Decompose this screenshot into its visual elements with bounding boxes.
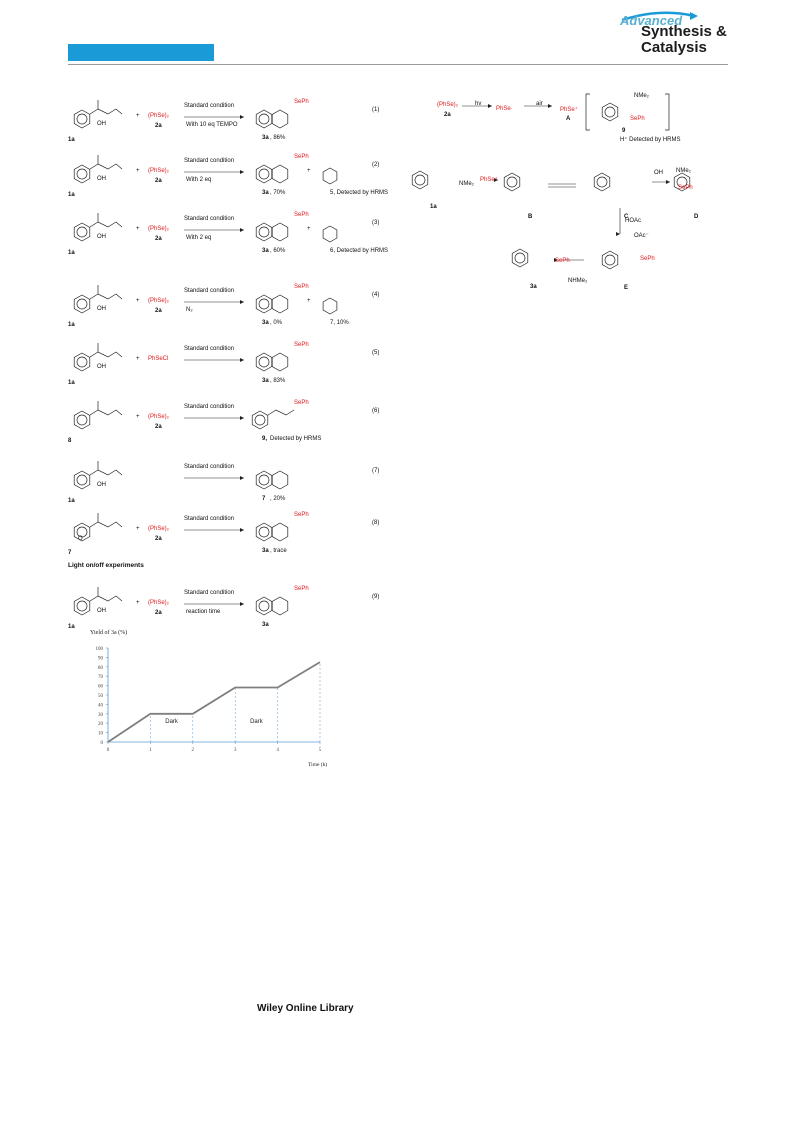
D-seph: SePh xyxy=(678,185,693,191)
hoac-label: HOAc xyxy=(625,218,642,224)
sm-ring xyxy=(412,171,428,189)
enaminone-chain xyxy=(90,109,122,114)
product-substituent: SePh xyxy=(294,284,309,290)
equation-number: (7) xyxy=(372,468,380,474)
aromatic-circle xyxy=(77,169,87,179)
starting-material-label: 1a xyxy=(68,250,75,256)
intermediate-D: D xyxy=(694,214,699,220)
plus-sign: + xyxy=(136,600,140,606)
y-tick-label: 90 xyxy=(98,656,103,662)
pyranone-ring xyxy=(272,223,288,241)
dark-annotation: Dark xyxy=(165,719,178,726)
condition-top: Standard condition xyxy=(184,464,235,470)
radical-label: PhSe· xyxy=(496,106,513,112)
starting-material-ring xyxy=(74,597,90,615)
side-product-label: 5, Detected by HRMS xyxy=(330,190,389,196)
product-yield: , 0% xyxy=(270,320,283,326)
starting-material-label: 1a xyxy=(68,380,75,386)
product-substituent: SePh xyxy=(294,154,309,160)
box-label: 9 xyxy=(622,128,626,134)
starting-material-ring xyxy=(74,165,90,183)
x-tick-label: 2 xyxy=(191,748,195,753)
reagent-label: (PhSe)₂ xyxy=(148,168,170,174)
pyranone-ring xyxy=(272,523,288,541)
D-oh: OH xyxy=(654,170,663,176)
E-seph: SePh xyxy=(640,256,655,262)
reagent-compound-number: 2a xyxy=(155,610,162,616)
pyranone-ring xyxy=(272,471,288,489)
arrow-head xyxy=(240,602,244,606)
y-tick-label: 80 xyxy=(98,665,103,671)
starting-material-ring xyxy=(74,295,90,313)
product-label: 3a xyxy=(262,135,269,141)
arrow-head xyxy=(548,104,552,108)
aromatic-circle xyxy=(259,527,269,537)
aromatic-circle xyxy=(515,253,525,263)
plus-sign: + xyxy=(136,113,140,119)
dark-annotation: Dark xyxy=(250,719,263,726)
x-axis-label: Time (h) xyxy=(308,762,328,768)
pyranone-ring xyxy=(272,295,288,313)
product-3a-ring xyxy=(512,249,528,267)
equation-number: (5) xyxy=(372,350,380,356)
aromatic-circle xyxy=(77,601,87,611)
product-substituent: SePh xyxy=(294,400,309,406)
product-yield: , trace xyxy=(270,548,287,554)
arrow-head xyxy=(616,232,620,236)
reagent-label: (PhSe)₂ xyxy=(148,298,170,304)
reagent-compound-number: 2a xyxy=(155,178,162,184)
enaminone-chain xyxy=(90,596,122,601)
reagent-compound-number: 2a xyxy=(155,424,162,430)
hydroxyl-label: OH xyxy=(97,176,106,182)
journal-logo-catalysis: Catalysis xyxy=(641,39,707,56)
product-yield: , 20% xyxy=(270,496,286,502)
condition-top: Standard condition xyxy=(184,590,235,596)
pyranone-ring xyxy=(272,597,288,615)
condition-top: Standard condition xyxy=(184,516,235,522)
starting-material-ring xyxy=(74,411,90,429)
y-tick-label: 30 xyxy=(98,712,103,718)
side-product-ring xyxy=(323,168,337,184)
equation-number: (9) xyxy=(372,594,380,600)
plus-sign: + xyxy=(136,226,140,232)
product-yield: , 83% xyxy=(270,378,286,384)
x-tick-label: 0 xyxy=(106,748,110,753)
condition-bottom: reaction time xyxy=(186,609,221,615)
y-tick-label: 0 xyxy=(100,741,103,746)
plus-sign: + xyxy=(136,298,140,304)
product-substituent: SePh xyxy=(294,212,309,218)
condition-top: Standard condition xyxy=(184,103,235,109)
aromatic-circle xyxy=(259,227,269,237)
mech-nme2: NMe₂ xyxy=(634,93,649,99)
box-bracket-left xyxy=(586,94,590,130)
hydroxyl-label: OH xyxy=(97,608,106,614)
starting-material-label: 1a xyxy=(68,192,75,198)
plus-sign: + xyxy=(136,356,140,362)
enaminone-chain xyxy=(90,164,122,169)
product-substituent: SePh xyxy=(294,342,309,348)
condition-bottom: With 2 eq xyxy=(186,177,212,183)
mech-sm-label: 1a xyxy=(430,204,437,210)
starting-material-label: 8 xyxy=(68,438,72,444)
x-tick-label: 5 xyxy=(318,748,322,753)
nhme2-label: NHMe₂ xyxy=(568,278,588,284)
condition-bottom: With 10 eq TEMPO xyxy=(186,122,238,128)
y-tick-label: 70 xyxy=(98,675,103,681)
aromatic-circle xyxy=(605,255,615,265)
journal-logo-advanced: Advanced xyxy=(620,13,683,28)
x-tick-label: 1 xyxy=(149,748,152,753)
mech-cation-2: PhSe⁺ xyxy=(480,177,498,183)
product-yield: , 70% xyxy=(270,190,286,196)
aromatic-circle xyxy=(77,415,87,425)
C-ring xyxy=(594,173,610,191)
pyranone-ring xyxy=(272,353,288,371)
cation-letter: A xyxy=(566,116,571,122)
condition-top: Standard condition xyxy=(184,288,235,294)
arrow-head xyxy=(240,416,244,420)
product-label: 9, xyxy=(262,436,268,442)
product-ring xyxy=(256,523,272,541)
aromatic-circle xyxy=(77,357,87,367)
plus-sign: + xyxy=(136,414,140,420)
starting-material-label: 1a xyxy=(68,137,75,143)
aromatic-circle xyxy=(259,114,269,124)
aromatic-circle xyxy=(259,475,269,485)
hydroxyl-label: OH xyxy=(97,482,106,488)
starting-material-label: 1a xyxy=(68,322,75,328)
product-label: 3a xyxy=(262,190,269,196)
plus-sign: + xyxy=(136,168,140,174)
product-label: 7 xyxy=(262,496,266,502)
light-section-title: Light on/off experiments xyxy=(68,562,144,569)
plus-sign-2: + xyxy=(307,226,311,232)
reagent-label: (PhSe)₂ xyxy=(148,226,170,232)
product-ring xyxy=(256,165,272,183)
arrow-head xyxy=(240,528,244,532)
pyranone-ring xyxy=(272,165,288,183)
product-yield: , 86% xyxy=(270,135,286,141)
detected-hrms-label: H⁺ Detected by HRMS xyxy=(620,137,681,143)
equation-number: (4) xyxy=(372,292,380,298)
oac-label: OAc⁻ xyxy=(634,233,649,239)
starting-material-label: 7 xyxy=(68,550,72,556)
aromatic-circle xyxy=(605,107,615,117)
air-label: air xyxy=(536,101,543,107)
plus-sign-2: + xyxy=(307,168,311,174)
condition-top: Standard condition xyxy=(184,346,235,352)
aromatic-circle xyxy=(259,169,269,179)
side-product-ring xyxy=(323,298,337,314)
enaminone-chain xyxy=(90,522,122,527)
plus-sign: + xyxy=(136,526,140,532)
y-tick-label: 10 xyxy=(98,731,103,737)
reagent-compound-number: 2a xyxy=(155,236,162,242)
product-label: 3a xyxy=(262,320,269,326)
enaminone-chain xyxy=(90,294,122,299)
aromatic-circle xyxy=(77,475,87,485)
product-substituent: SePh xyxy=(294,99,309,105)
enaminone-chain xyxy=(90,470,122,475)
aromatic-circle xyxy=(259,299,269,309)
starting-material-ring xyxy=(74,471,90,489)
product-ring xyxy=(256,223,272,241)
reagent-compound-number: 2a xyxy=(155,536,162,542)
reagent-label: (PhSe)₂ xyxy=(148,113,170,119)
arrow-head xyxy=(240,300,244,304)
mech-product-label: 3a xyxy=(530,284,537,290)
header-bar xyxy=(68,44,214,61)
starting-material-ring xyxy=(74,223,90,241)
condition-bottom: N₂ xyxy=(186,307,193,313)
journal-logo-synthesis: Synthesis & xyxy=(641,23,727,40)
equation-number: (1) xyxy=(372,107,380,113)
condition-bottom: With 2 eq xyxy=(186,235,212,241)
product-ring xyxy=(256,471,272,489)
aromatic-circle xyxy=(77,299,87,309)
product-label: 3a xyxy=(262,622,269,628)
x-tick-label: 3 xyxy=(233,748,237,753)
equation-number: (8) xyxy=(372,520,380,526)
hydroxyl-label: OH xyxy=(97,306,106,312)
arrow-head xyxy=(666,180,670,184)
mech-product-seph: SePh xyxy=(555,258,570,264)
enaminone-chain xyxy=(90,352,122,357)
equation-number: (3) xyxy=(372,220,380,226)
aromatic-circle xyxy=(77,227,87,237)
starting-material-ring xyxy=(74,110,90,128)
enaminone-chain xyxy=(90,222,122,227)
y-tick-label: 40 xyxy=(98,703,103,709)
equation-number: (6) xyxy=(372,408,380,414)
mech-reagent: (PhSe)₂ xyxy=(437,102,459,108)
arrow-head xyxy=(488,104,492,108)
product-substituent: SePh xyxy=(294,512,309,518)
intermediate-B: B xyxy=(528,214,533,220)
pyranone-ring xyxy=(272,110,288,128)
product-label: 3a xyxy=(262,378,269,384)
starting-material-label: 1a xyxy=(68,624,75,630)
condition-top: Standard condition xyxy=(184,216,235,222)
aromatic-circle xyxy=(507,177,517,187)
aromatic-circle xyxy=(255,415,265,425)
arrow-head xyxy=(240,228,244,232)
condition-top: Standard condition xyxy=(184,158,235,164)
side-product-label: 7, 10% xyxy=(330,320,349,326)
B-ring xyxy=(504,173,520,191)
intermediate-9-ring xyxy=(602,103,618,121)
condition-top: Standard condition xyxy=(184,404,235,410)
product-substituent: SePh xyxy=(294,586,309,592)
reagent-compound-number: 2a xyxy=(155,123,162,129)
product-ring xyxy=(256,597,272,615)
aromatic-circle xyxy=(259,357,269,367)
x-tick-label: 4 xyxy=(276,748,279,753)
reagent-label: (PhSe)₂ xyxy=(148,526,170,532)
header-rule xyxy=(68,64,728,65)
cation-label: PhSe⁺ xyxy=(560,107,578,113)
mech-reagent-label: 2a xyxy=(444,112,451,118)
mech-sm-nme2: NMe₂ xyxy=(459,181,474,187)
side-product-label: 6, Detected by HRMS xyxy=(330,248,389,254)
product-label: 3a xyxy=(262,548,269,554)
aromatic-circle xyxy=(77,114,87,124)
y-tick-label: 20 xyxy=(98,722,103,728)
reagent-label: (PhSe)₂ xyxy=(148,600,170,606)
yield-chart xyxy=(80,628,340,778)
yield-line xyxy=(108,662,320,742)
arrow-head xyxy=(240,115,244,119)
footer-wiley: Wiley Online Library xyxy=(257,1003,354,1014)
enaminone-chain xyxy=(90,410,122,415)
side-product-ring xyxy=(323,226,337,242)
aromatic-circle xyxy=(259,601,269,611)
hydroxyl-label: OH xyxy=(97,234,106,240)
D-nme2: NMe₂ xyxy=(676,168,691,174)
product-yield: , 60% xyxy=(270,248,286,254)
starting-material-label: 1a xyxy=(68,498,75,504)
E-ring xyxy=(602,251,618,269)
reagent-compound-number: 2a xyxy=(155,308,162,314)
ring-oxygen-label: O xyxy=(78,536,83,542)
aromatic-circle xyxy=(597,177,607,187)
product-yield: Detected by HRMS xyxy=(270,436,322,442)
mech-seph-9: SePh xyxy=(630,116,645,122)
hydroxyl-label: OH xyxy=(97,364,106,370)
y-tick-label: 50 xyxy=(98,694,103,699)
arrow-head xyxy=(240,358,244,362)
aromatic-circle xyxy=(415,175,425,185)
product-ring xyxy=(252,411,268,429)
arrow-head xyxy=(240,476,244,480)
y-tick-label: 100 xyxy=(95,647,103,652)
product-label: 3a xyxy=(262,248,269,254)
starting-material-ring xyxy=(74,353,90,371)
box-bracket-right xyxy=(665,94,669,130)
product-ring xyxy=(256,295,272,313)
product-chain xyxy=(268,410,294,415)
product-ring xyxy=(256,353,272,371)
equation-number: (2) xyxy=(372,162,380,168)
arrow-head xyxy=(240,170,244,174)
hv-label: hv xyxy=(475,101,482,107)
intermediate-E: E xyxy=(624,285,629,291)
y-tick-label: 60 xyxy=(98,684,103,690)
chart-title: Yield of 3a (%) xyxy=(90,630,128,636)
reagent-label: PhSeCl xyxy=(148,356,169,362)
product-ring xyxy=(256,110,272,128)
intermediate-C: C xyxy=(624,214,629,220)
plus-sign-2: + xyxy=(307,298,311,304)
hydroxyl-label: OH xyxy=(97,121,106,127)
reagent-label: (PhSe)₂ xyxy=(148,414,170,420)
